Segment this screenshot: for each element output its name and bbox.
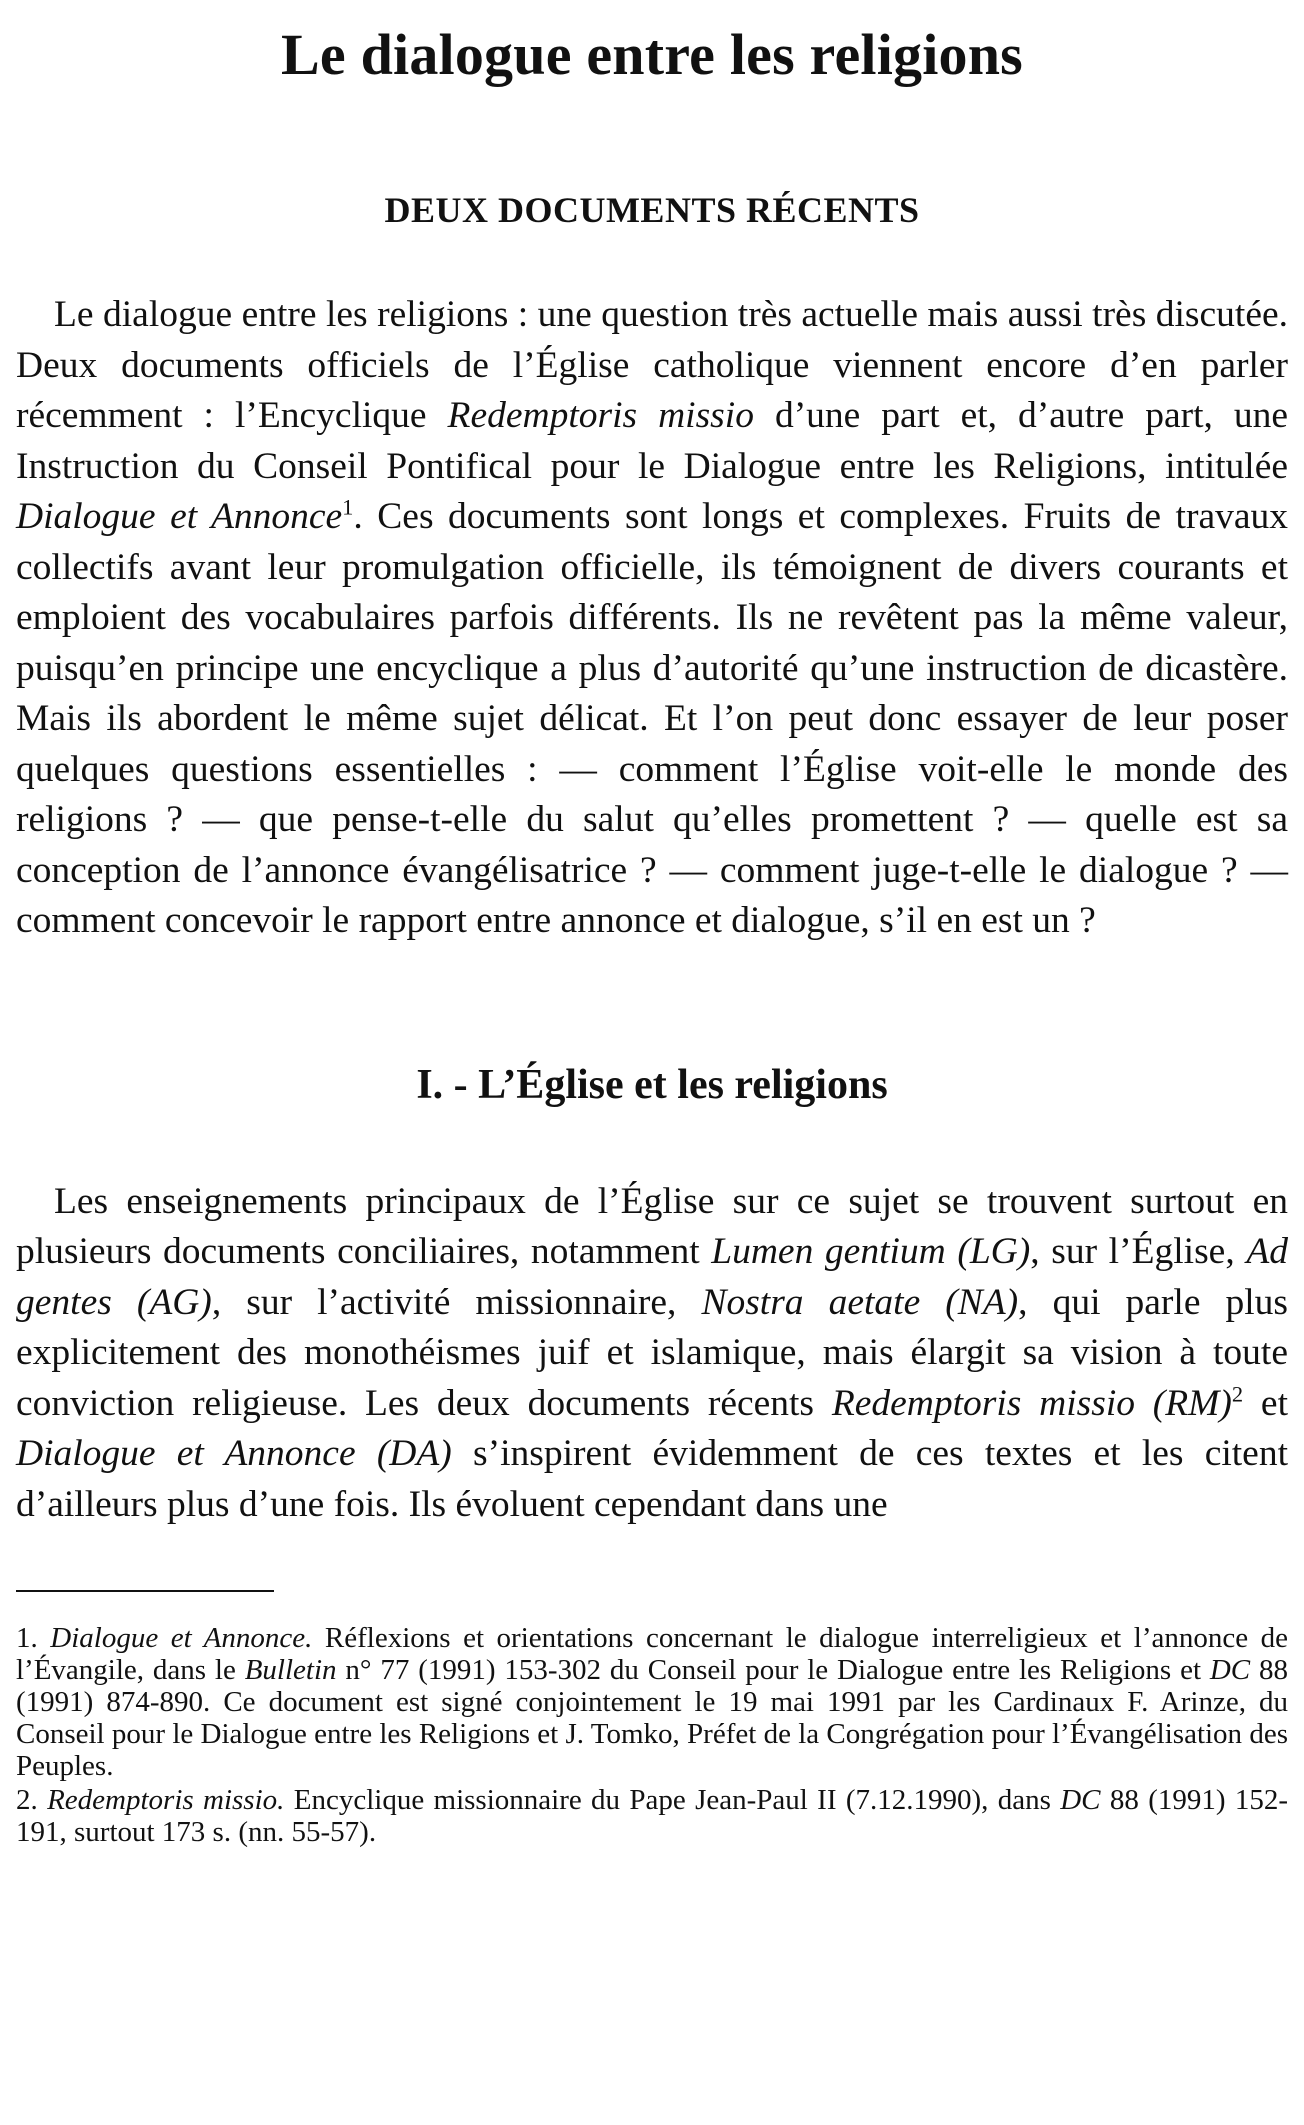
section-paragraph [16, 1177, 1288, 1531]
footnote-divider [16, 1590, 274, 1592]
intro-text-3: . Ces documents sont longs et complexes. Fruits de travaux collectifs avant leur promulgation officielle, ils témoignent de divers courants et emploient des vocabulaires parfois différents. Ils ne revêtent pas la même valeur, puisqu’en principe une encyclique a plus d’autorité qu’une instruction de dicastère. Mais ils abordent le même sujet délicat. Et l’on peut donc essayer de leur poser quelques questions essentielles : — comment l’Église voit-elle le monde des religions ? — que pense-t-elle du salut qu’elles promettent ? — quelle est sa conception de l’annonce évangélisatrice ? — comment juge-t-elle le dialogue ? — comment concevoir le rapport entre annonce et dialogue, s’il en est un ? [16, 496, 1288, 941]
section-text-5: et [1243, 1382, 1288, 1424]
section-title-redemptoris-missio: Redemptoris missio (RM) [831, 1382, 1232, 1424]
footnote-1-text-3: 88 (1991) 874-890. Ce document est signé conjointement le 19 mai 1991 par les Cardinaux F. Arinze, du Conseil pour le Dialogue entre les Religions et J. Tomko, Préfet de la Congrégation pour l’Évangélisation des Peuples. [16, 1654, 1289, 1782]
section-text-1: Les enseignements principaux de l’Église sur ce sujet se trouvent surtout en plusieurs documents conciliaires, notamment [16, 1180, 1288, 1272]
section-text-3: , sur l’activité missionnaire, [211, 1281, 702, 1323]
footnote-1-dc: DC [1209, 1654, 1251, 1686]
footnote-1-text-1: Réflexions et orientations concernant le dialogue interreligieux et l’annonce de l’Évangile, dans le [16, 1622, 1288, 1686]
footnote-1-bulletin: Bulletin [244, 1654, 337, 1686]
intro-title-dialogue-et-annonce: Dialogue et Annonce [16, 496, 343, 537]
footnote-2-dc: DC [1060, 1784, 1101, 1816]
intro-text-1: Le dialogue entre les religions : une question très actuelle mais aussi très discutée. Deux documents officiels de l’Église catholique viennent encore d’en parler récemment : l’Encyclique [16, 294, 1288, 436]
footnote-1-text-2: n° 77 (1991) 153-302 du Conseil pour le Dialogue entre les Religions et [336, 1654, 1210, 1686]
intro-text-2: d’une part et, d’autre part, une Instruction du Conseil Pontifical pour le Dialogue entre les Religions, intitulée [16, 395, 1289, 487]
footnote-1-title: Dialogue et Annonce. [50, 1622, 313, 1654]
intro-title-redemptoris-missio: Redemptoris missio [447, 395, 754, 436]
footnote-2-title: Redemptoris missio. [47, 1784, 285, 1816]
intro-paragraph [16, 290, 1288, 947]
footnote-1-number: 1. [16, 1622, 51, 1654]
section-title-lumen-gentium: Lumen gentium (LG) [711, 1231, 1031, 1272]
section-title-ad-gentes: Ad gentes (AG) [16, 1231, 1288, 1323]
section-title-dialogue-et-annonce: Dialogue et Annonce (DA) [16, 1433, 452, 1474]
document-subtitle: DEUX DOCUMENTS RÉCENTS [384, 190, 920, 230]
footnote-2 [16, 1784, 1288, 1848]
section-text-4: , qui parle plus explicitement des monothéismes juif et islamique, mais élargit sa vision à toute conviction religieuse. Les deux documents récents [16, 1281, 1289, 1424]
document-page [16, 0, 1288, 1848]
footnote-ref-2[interactable]: 2 [1231, 1381, 1244, 1406]
section-text-6: s’inspirent évidemment de ces textes et les citent d’ailleurs plus d’une fois. Ils évoluent cependant dans une [16, 1433, 1288, 1525]
footnote-2-text-1: Encyclique missionnaire du Pape Jean-Paul II (7.12.1990), dans [284, 1784, 1061, 1816]
footnote-1 [16, 1622, 1288, 1782]
section-text-2: , sur l’Église, [1030, 1231, 1247, 1272]
footnote-2-number: 2. [16, 1784, 48, 1816]
footnote-2-text-2: 88 (1991) 152-191, surtout 173 s. (nn. 55-57). [16, 1784, 1289, 1848]
section-title-nostra-aetate: Nostra aetate (NA) [701, 1281, 1019, 1323]
document-title: Le dialogue entre les religions [281, 22, 1023, 87]
section-heading: I. - L’Église et les religions [416, 1061, 888, 1108]
footnote-ref-1[interactable]: 1 [342, 494, 354, 520]
